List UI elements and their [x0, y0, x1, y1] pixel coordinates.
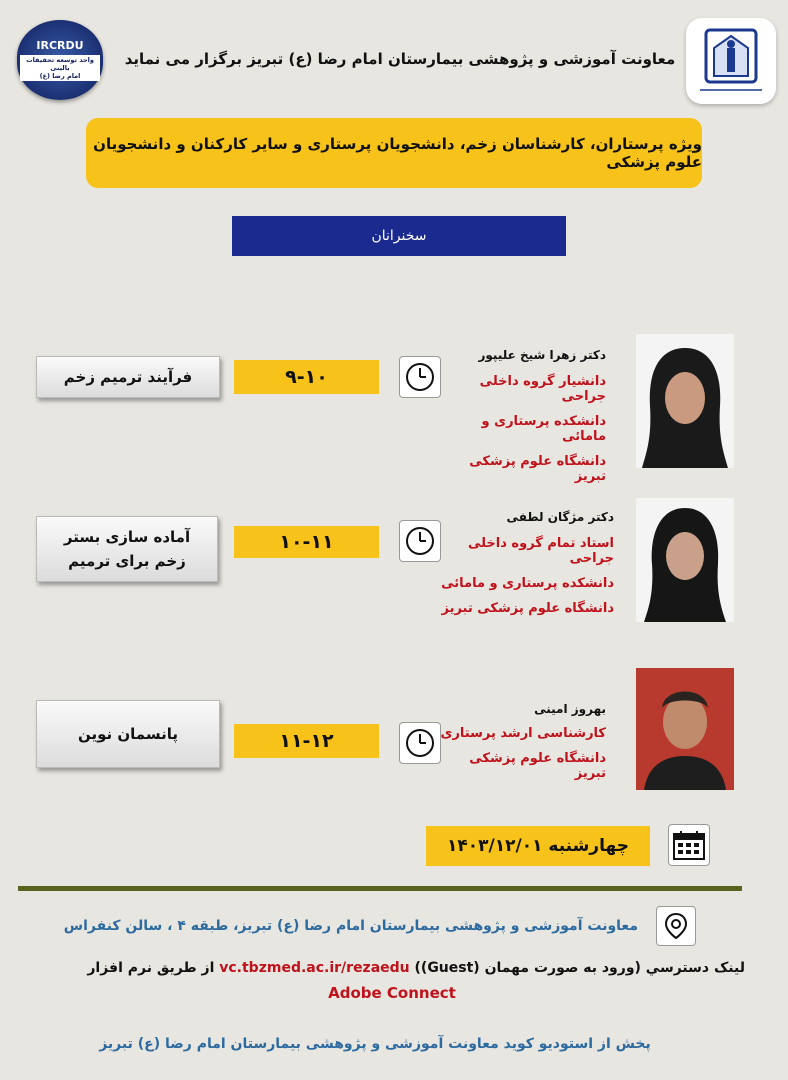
access-url[interactable]: vc.tbzmed.ac.ir/rezaedu: [219, 960, 410, 976]
access-prefix: لینک دسترسي (ورود به صورت مهمان (Guest)): [409, 960, 745, 976]
software-name: Adobe Connect: [328, 984, 456, 1002]
session-time: ۱۰-۱۱: [234, 526, 379, 558]
location-icon: [656, 906, 696, 946]
speaker-title-line: دانشگاه علوم پزشکی تبریز: [469, 751, 606, 781]
clock-icon: [399, 520, 441, 562]
speaker-name: دکتر مژگان لطفی: [506, 510, 614, 524]
speaker-photo: [636, 668, 734, 790]
person-icon: [636, 498, 734, 622]
session-topic: فرآیند ترمیم زخم: [36, 356, 220, 398]
clock-icon: [399, 356, 441, 398]
speaker-title-line: دانشگاه علوم پزشکی تبریز: [441, 601, 614, 616]
speaker-name: دکتر زهرا شیخ علیپور: [478, 348, 606, 362]
speaker-name: بهروز امینی: [534, 702, 606, 716]
calendar-icon: [668, 824, 710, 866]
speaker-photo: [636, 334, 734, 468]
session-topic: آماده سازی بستر زخم برای ترمیم: [36, 516, 218, 582]
university-emblem-icon: [686, 18, 776, 104]
university-logo: [686, 18, 776, 104]
session-time: ۱۱-۱۲: [234, 724, 379, 758]
speaker-title-line: دانشیار گروه داخلی جراحی: [479, 374, 606, 404]
speakers-title: سخنرانان: [232, 216, 566, 256]
broadcast-note: پخش از استودیو کوید معاونت آموزشی و پژوهشی بیمارستان امام رضا (ع) تبریز: [99, 1036, 651, 1052]
access-suffix: از طریق نرم افزار: [87, 960, 220, 976]
divider: [18, 886, 742, 891]
person-icon: [636, 668, 734, 790]
speaker-title-line: دانشگاه علوم پزشکی تبریز: [469, 454, 606, 484]
access-link-line: [30, 960, 745, 976]
ircrdu-line2: امام رضا (ع): [39, 72, 81, 80]
event-date: چهارشنبه ۱۴۰۳/۱۲/۰۱: [426, 826, 650, 866]
speaker-title-line: دانشکده پرستاری و مامائی: [481, 414, 606, 444]
session-time: ۹-۱۰: [234, 360, 379, 394]
speaker-title-line: کارشناسی ارشد پرستاری: [440, 726, 606, 741]
speaker-title-line: دانشکده پرستاری و مامائی: [441, 576, 614, 591]
header-title: معاونت آموزشی و پژوهشی بیمارستان امام رضا (ع) تبریز برگزار می نماید: [124, 50, 676, 68]
speaker-photo: [636, 498, 734, 622]
session-topic: پانسمان نوین: [36, 700, 220, 768]
ircrdu-line1: واحد توسعه تحقیقات بالینی: [26, 56, 94, 72]
audience-banner: ویژه پرستاران، کارشناسان زخم، دانشجویان پرستاری و سایر کارکنان و دانشجویان علوم پزشکی: [86, 118, 702, 188]
speaker-title-line: استاد تمام گروه داخلی جراحی: [467, 536, 614, 566]
ircrdu-acronym: IRCRDU: [36, 39, 84, 52]
person-icon: [636, 334, 734, 468]
ircrdu-logo: [17, 20, 103, 100]
event-location: معاونت آموزشی و پژوهشی بیمارستان امام رضا (ع) تبریز، طبقه ۴ ، سالن کنفراس: [63, 918, 638, 934]
clock-icon: [399, 722, 441, 764]
